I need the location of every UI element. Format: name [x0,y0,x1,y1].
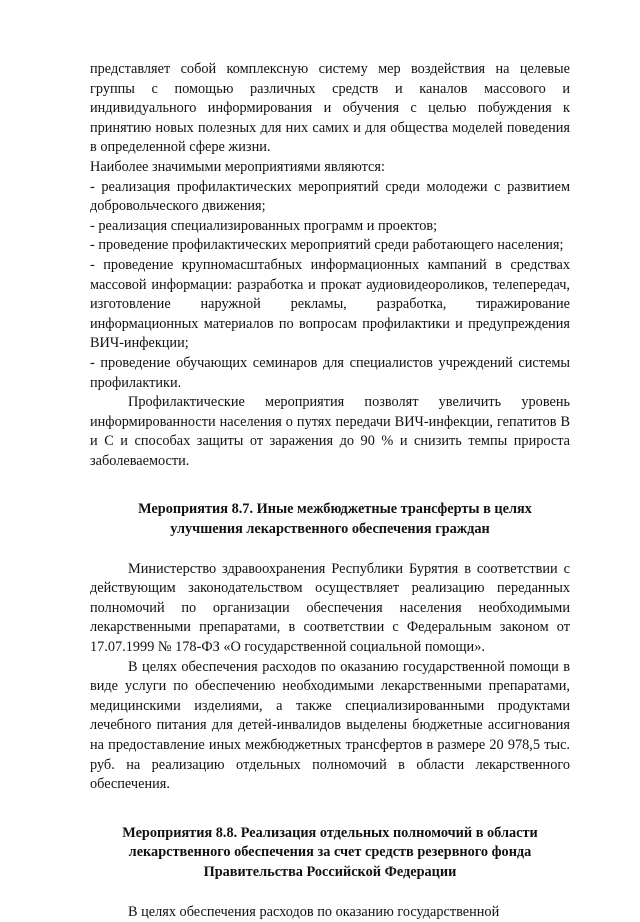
spacer [90,795,570,824]
spacer [90,883,570,903]
list-item: - реализация специализированных программ и проектов; [90,217,438,234]
section-8-8-heading: Мероприятия 8.8. Реализация отдельных полномочий в области [122,824,538,841]
spacer [90,540,570,560]
section-8-8-heading-cont: лекарственного обеспечения за счет средств резервного фонда [128,844,532,861]
section-8-8-paragraph: В целях обеспечения расходов по оказанию государственной [128,903,500,920]
list-item: - проведение крупномасштабных информационных кампаний в средствах массовой информации: разработка и прокат аудиовидеороликов, телепередач, изготовление наружной рекламы, разработка, тиражирование информационных материалов по вопросам профилактики и предупреждения ВИЧ-инфекции; [90,256,570,352]
list-intro: Наиболее значимыми мероприятиями являются: [90,158,385,175]
spacer [90,471,570,500]
effect-paragraph: Профилактические мероприятия позволят увеличить уровень информированности населения о путях передачи ВИЧ-инфекции, гепатитов В и С и способах защиты от заражения до 90 % и снизить темпы прироста заболеваемости. [90,394,570,469]
list-item: - проведение обучающих семинаров для специалистов учреждений системы профилактики. [90,354,570,391]
section-8-7-paragraph: В целях обеспечения расходов по оказанию государственной помощи в виде услуги по обеспечению необходимыми лекарственными препаратами, медицинскими изделиями, а также специализированными продуктами лечебного питания для детей-инвалидов выделены бюджетные ассигнования на предоставление иных межбюджетных трансфертов в размере 20 978,5 тыс. руб. на реализацию отдельных полномочий в области лекарственного обеспечения. [90,658,570,793]
document-page [90,60,570,922]
list-item: - проведение профилактических мероприятий среди работающего населения; [90,237,564,254]
section-8-8-heading-cont: Правительства Российской Федерации [203,863,457,880]
section-8-7-heading: Мероприятия 8.7. Иные межбюджетные трансферты в целях [138,501,532,518]
list-item: - реализация профилактических мероприятий среди молодежи с развитием добровольческого движения; [90,178,570,215]
section-8-7-heading-cont: улучшения лекарственного обеспечения граждан [170,521,490,538]
intro-paragraph: представляет собой комплексную систему мер воздействия на целевые группы с помощью различных средств и каналов массового и индивидуального информирования и обучения с целью побуждения к принятию новых полезных для них самих и для общества моделей поведения в определенной сфере жизни. [90,61,570,156]
section-8-7-paragraph: Министерство здравоохранения Республики Бурятия в соответствии с действующим законодательством осуществляет реализацию переданных полномочий по организации обеспечения населения необходимыми лекарственными препаратами, в соответствии с Федеральным законом от 17.07.1999 № 178-ФЗ «О государственной социальной помощи». [90,560,570,656]
